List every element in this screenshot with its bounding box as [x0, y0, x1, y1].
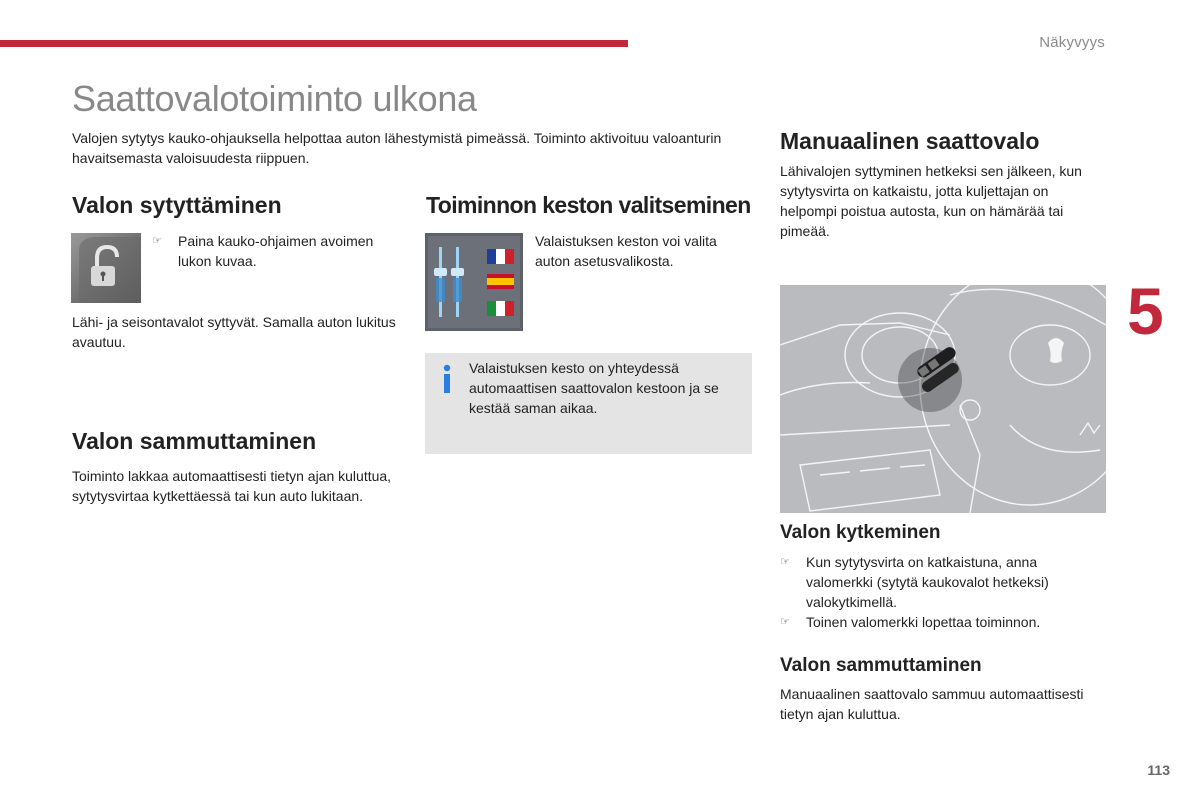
heading-light-off: Valon sammuttaminen: [72, 428, 317, 454]
list-item: [780, 552, 1100, 612]
open-padlock-icon: [71, 233, 141, 303]
sliders-flags-icon: [425, 233, 523, 331]
heading-duration-select: Toiminnon keston valitseminen: [426, 192, 751, 218]
switch-on-bullets: [780, 552, 1100, 632]
info-box: [425, 353, 752, 454]
lights-on-text: Lähi- ja seisontavalot syttyvät. Samalla auton lukitus avautuu.: [72, 314, 396, 350]
light-off-text: Toiminto lakkaa automaattisesti tietyn ajan kuluttua, sytytysvirtaa kytkettäessä tai kun auto lukitaan.: [72, 468, 392, 504]
manual-light-text: Lähivalojen syttyminen hetkeksi sen jälkeen, kun sytytysvirta on katkaistu, jotta kuljettajan on helpompi poistua autosta, kun on hämärää tai pimeää.: [780, 163, 1082, 239]
press-bullet-text: Paina kauko-ohjaimen avoimen lukon kuvaa.: [178, 233, 374, 269]
press-bullet: [152, 231, 402, 271]
heading-light-on: Valon sytyttäminen: [72, 192, 282, 218]
heading-manual-light: Manuaalinen saattovalo: [780, 128, 1040, 154]
info-icon: [437, 361, 457, 401]
heading-switch-off: Valon sammuttaminen: [780, 655, 982, 676]
pointing-hand-icon: ☞: [780, 556, 790, 568]
section-name: Näkyvyys: [1039, 34, 1105, 51]
key-lock-image: [71, 233, 141, 303]
duration-text: Valaistuksen keston voi valita auton asetusvalikosta.: [535, 233, 717, 269]
header-accent-bar: [0, 40, 628, 47]
bullet-text: Kun sytytysvirta on katkaistuna, anna valomerkki (sytytä kaukovalot hetkeksi) valokytkimellä.: [806, 554, 1049, 610]
pointing-hand-icon: ☞: [780, 616, 790, 628]
steering-column-stalk-icon: [780, 285, 1106, 513]
bullet-text: Toinen valomerkki lopettaa toiminnon.: [806, 614, 1041, 630]
switch-off-text: Manuaalinen saattovalo sammuu automaattisesti tietyn ajan kuluttua.: [780, 686, 1084, 722]
intro-text: Valojen sytytys kauko-ohjauksella helpottaa auton lähestymistä pimeässä. Toiminto aktivoituu valoanturin havaitsemasta valoisuudesta riippuen.: [72, 130, 722, 166]
info-text: Valaistuksen kesto on yhteydessä automaattisen saattovalon kestoon ja se kestää saman aikaa.: [469, 360, 719, 416]
heading-switch-on: Valon kytkeminen: [780, 522, 941, 543]
page-number: 113: [1147, 762, 1170, 778]
list-item: [780, 612, 1100, 632]
dashboard-image: [780, 285, 1106, 513]
page-title: Saattovalotoiminto ulkona: [72, 78, 477, 119]
chapter-number: 5: [1127, 274, 1164, 348]
pointing-hand-icon: ☞: [152, 235, 162, 247]
settings-menu-image: [425, 233, 523, 331]
